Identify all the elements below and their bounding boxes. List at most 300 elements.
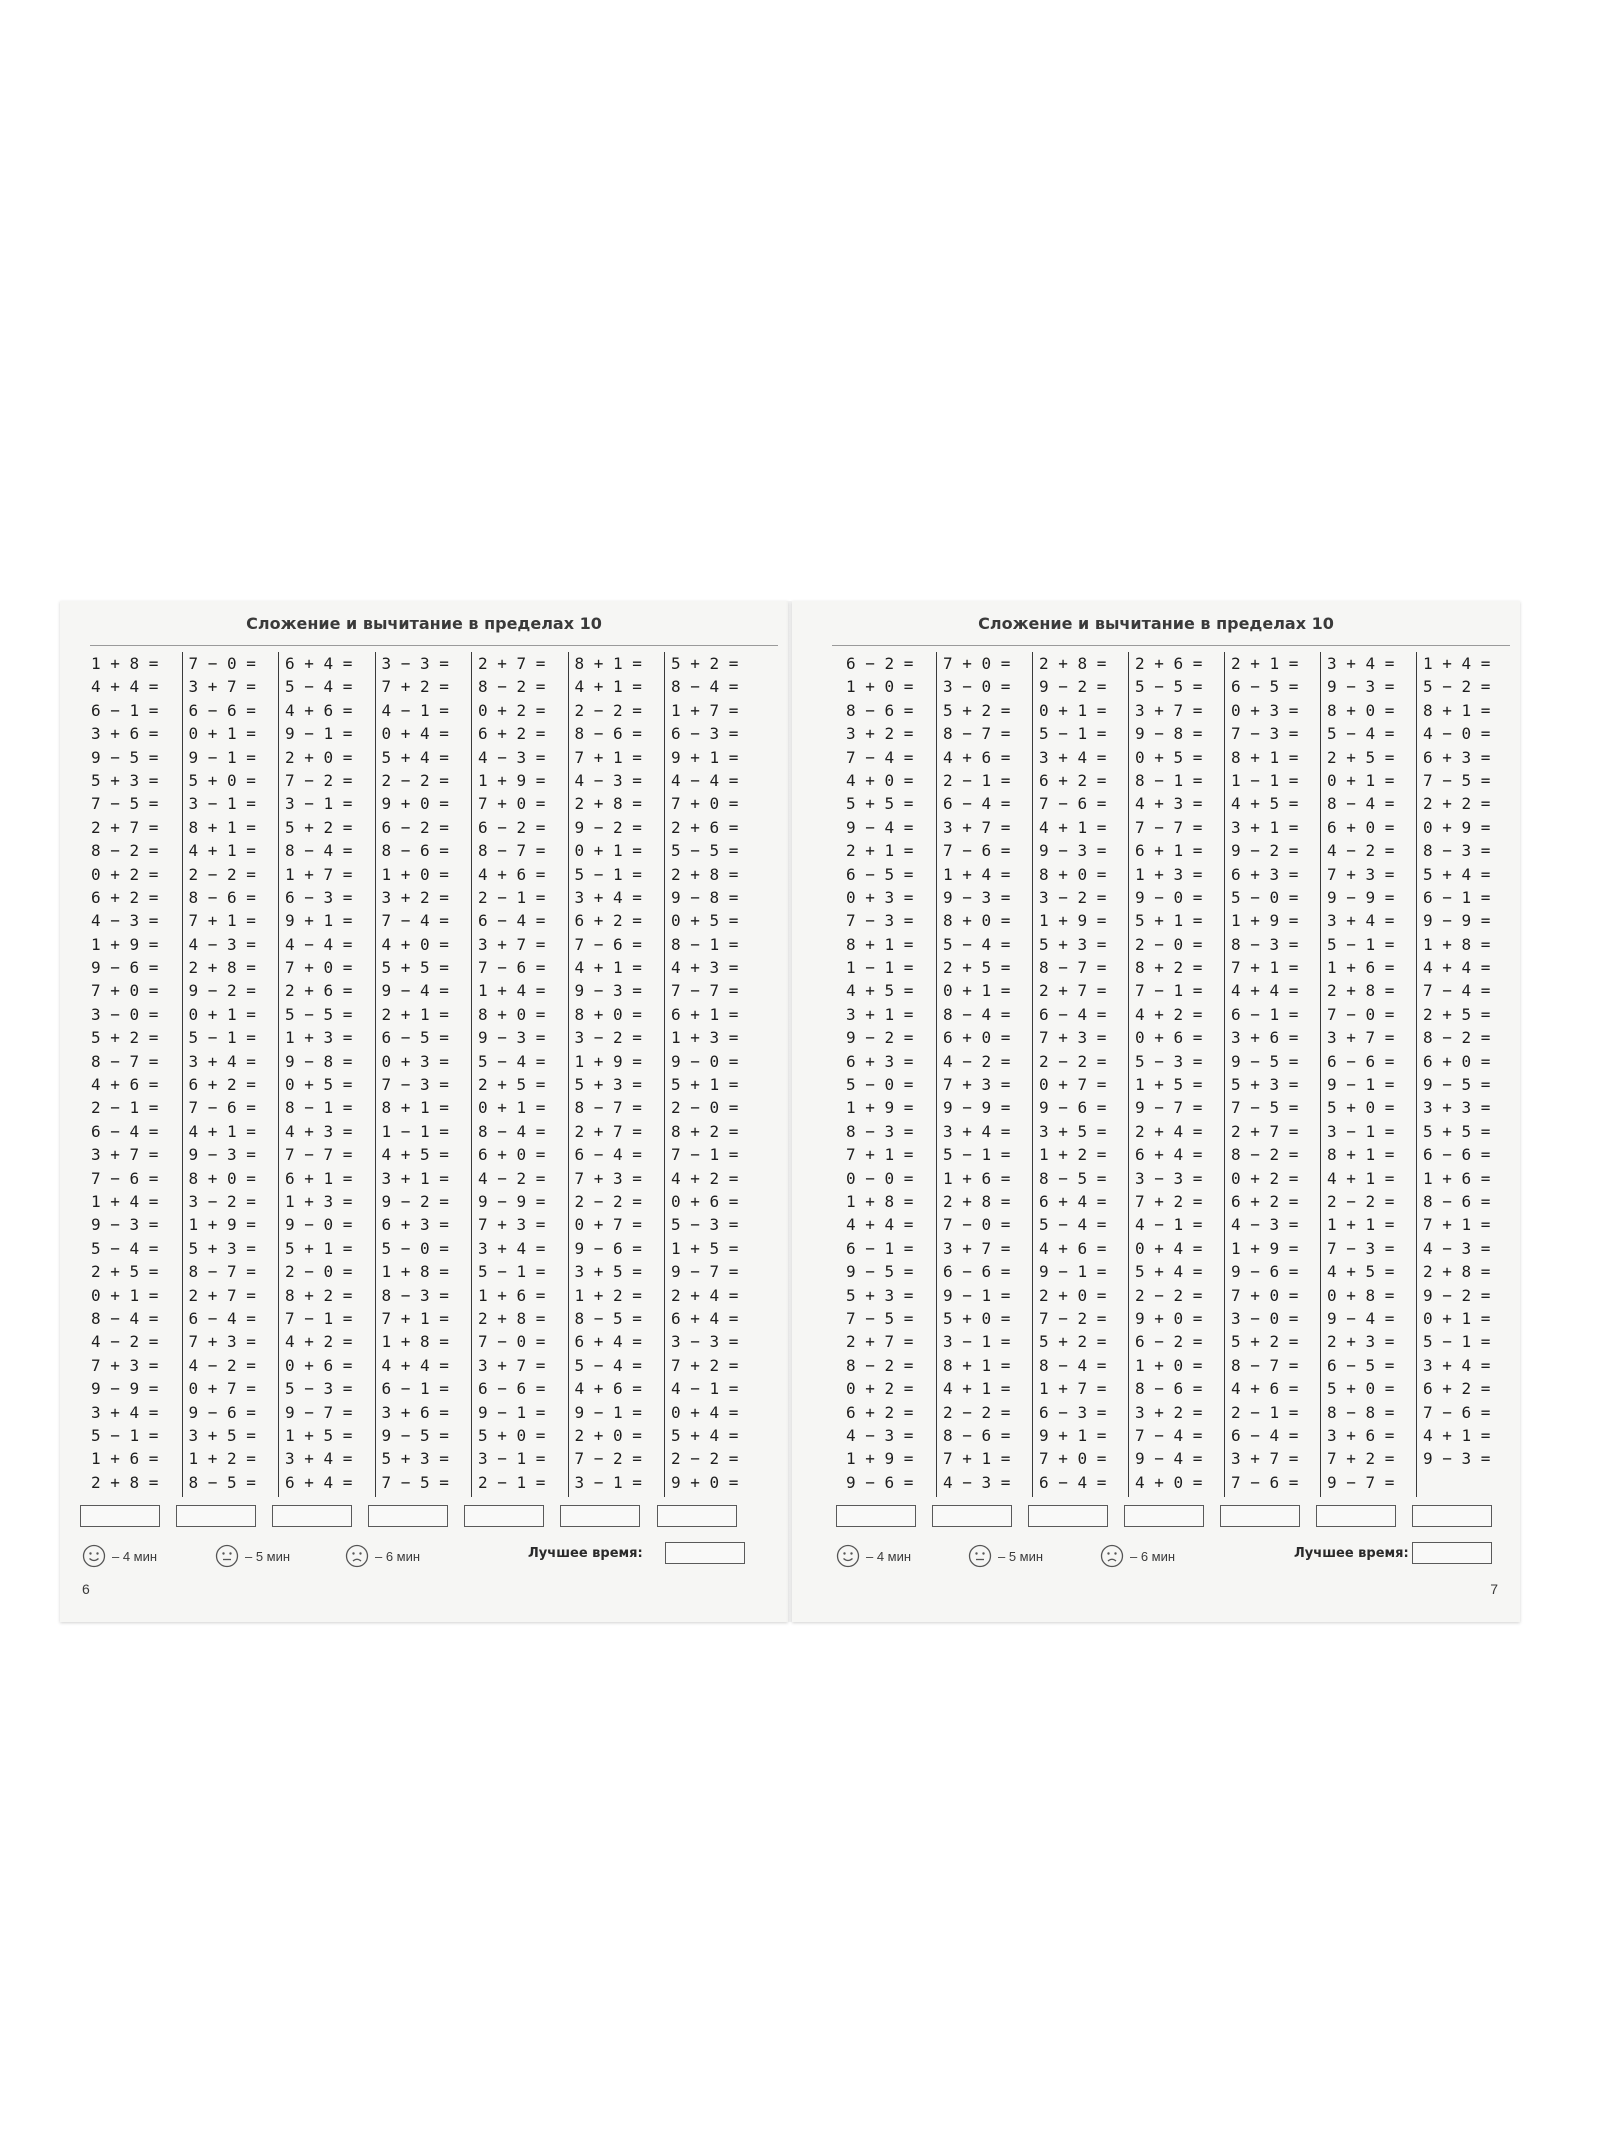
exercise-item: 4 + 0 = bbox=[846, 770, 914, 790]
exercise-item: 8 − 5 = bbox=[1039, 1168, 1107, 1188]
exercise-item: 7 + 3 = bbox=[943, 1075, 1011, 1095]
exercise-item: 5 − 3 = bbox=[671, 1215, 739, 1235]
exercise-item: 1 + 7 = bbox=[1039, 1379, 1107, 1399]
legend-label: – 6 мин bbox=[1130, 1548, 1176, 1564]
exercise-item: 2 + 2 = bbox=[1423, 794, 1491, 814]
exercise-item: 5 + 4 = bbox=[1423, 864, 1491, 884]
exercise-item: 0 + 1 = bbox=[91, 1285, 159, 1305]
exercise-item: 3 − 1 = bbox=[943, 1332, 1011, 1352]
exercise-item: 5 + 4 = bbox=[671, 1425, 739, 1445]
exercise-item: 5 − 1 = bbox=[1039, 724, 1107, 744]
exercise-item: 3 + 5 = bbox=[574, 1262, 642, 1282]
exercise-item: 7 + 2 = bbox=[1327, 1449, 1395, 1469]
legend-label: – 4 мин bbox=[866, 1548, 912, 1564]
exercise-item: 2 + 8 = bbox=[1423, 1262, 1491, 1282]
exercise-item: 3 + 7 = bbox=[478, 934, 546, 954]
exercise-item: 2 − 2 = bbox=[574, 1191, 642, 1211]
exercise-item: 6 − 5 = bbox=[846, 864, 914, 884]
exercise-column bbox=[1416, 652, 1513, 1497]
page-title: Сложение и вычитание в пределах 10 bbox=[246, 614, 602, 633]
legend-item bbox=[836, 1542, 911, 1570]
exercise-item: 2 + 8 = bbox=[188, 958, 256, 978]
exercise-item: 4 + 6 = bbox=[285, 700, 353, 720]
exercise-item: 2 + 5 = bbox=[1423, 1004, 1491, 1024]
exercise-item: 6 − 6 = bbox=[943, 1262, 1011, 1282]
exercise-item: 4 + 5 = bbox=[846, 981, 914, 1001]
exercise-item: 8 − 6 = bbox=[943, 1425, 1011, 1445]
legend-label: – 5 мин bbox=[245, 1548, 291, 1564]
exercise-item: 6 + 0 = bbox=[1327, 817, 1395, 837]
exercise-item: 5 + 2 = bbox=[285, 817, 353, 837]
exercise-item: 2 − 1 = bbox=[478, 1472, 546, 1492]
exercise-item: 1 − 1 = bbox=[1231, 770, 1299, 790]
legend-item bbox=[82, 1542, 157, 1570]
exercise-item: 1 + 6 = bbox=[91, 1449, 159, 1469]
exercise-item: 6 − 1 = bbox=[381, 1379, 449, 1399]
exercise-item: 7 + 1 = bbox=[943, 1449, 1011, 1469]
exercise-item: 2 − 1 = bbox=[478, 887, 546, 907]
exercise-item: 8 + 1 = bbox=[574, 654, 642, 673]
exercise-item: 7 + 1 = bbox=[188, 911, 256, 931]
exercise-item: 5 − 5 = bbox=[285, 1004, 353, 1024]
exercise-item: 5 − 1 = bbox=[91, 1425, 159, 1445]
exercise-item: 9 − 7 = bbox=[1135, 1098, 1203, 1118]
exercise-item: 2 + 5 = bbox=[91, 1262, 159, 1282]
exercise-item: 6 + 3 = bbox=[1423, 747, 1491, 767]
exercise-item: 9 − 6 = bbox=[91, 958, 159, 978]
exercise-item: 6 + 4 = bbox=[574, 1332, 642, 1352]
exercise-item: 7 − 6 = bbox=[574, 934, 642, 954]
exercise-item: 9 − 4 = bbox=[381, 981, 449, 1001]
exercise-item: 7 − 2 = bbox=[574, 1449, 642, 1469]
exercise-item: 9 − 4 = bbox=[1327, 1308, 1395, 1328]
exercise-item: 1 + 9 = bbox=[574, 1051, 642, 1071]
exercise-item: 7 + 1 = bbox=[1231, 958, 1299, 978]
exercise-column bbox=[840, 652, 936, 1497]
exercise-item: 8 − 5 = bbox=[188, 1472, 256, 1492]
exercise-item: 8 − 7 = bbox=[188, 1262, 256, 1282]
exercise-item: 4 + 1 = bbox=[943, 1379, 1011, 1399]
exercise-item: 6 + 4 = bbox=[671, 1308, 739, 1328]
exercise-item: 3 − 3 = bbox=[1135, 1168, 1203, 1188]
time-answer-box[interactable] bbox=[1220, 1505, 1300, 1527]
exercise-item: 9 − 2 = bbox=[846, 1028, 914, 1048]
legend-item bbox=[968, 1542, 1043, 1570]
exercise-item: 2 − 2 = bbox=[1327, 1191, 1395, 1211]
exercise-item: 8 − 1 = bbox=[671, 934, 739, 954]
exercise-item: 4 − 3 = bbox=[188, 934, 256, 954]
exercise-item: 7 − 7 = bbox=[1135, 817, 1203, 837]
exercise-item: 9 − 3 = bbox=[478, 1028, 546, 1048]
exercise-item: 6 + 2 = bbox=[574, 911, 642, 931]
exercise-column bbox=[1128, 652, 1225, 1497]
exercise-item: 5 − 1 = bbox=[1423, 1332, 1491, 1352]
exercise-item: 6 − 4 = bbox=[188, 1308, 256, 1328]
exercise-item: 2 + 7 = bbox=[574, 1121, 642, 1141]
time-answer-box[interactable] bbox=[1412, 1505, 1492, 1527]
exercise-item: 3 + 3 = bbox=[1423, 1098, 1491, 1118]
exercise-item: 9 − 5 = bbox=[846, 1262, 914, 1282]
exercise-item: 2 + 7 = bbox=[1039, 981, 1107, 1001]
exercise-item: 9 − 9 = bbox=[1423, 911, 1491, 931]
exercise-item: 3 − 3 = bbox=[671, 1332, 739, 1352]
exercise-item: 4 − 3 = bbox=[846, 1425, 914, 1445]
exercise-item: 4 − 2 = bbox=[1327, 841, 1395, 861]
exercise-item: 5 − 1 = bbox=[574, 864, 642, 884]
exercise-item: 0 + 2 = bbox=[846, 1379, 914, 1399]
best-time-label: Лучшее время: bbox=[1294, 1546, 1409, 1561]
exercise-item: 1 + 4 = bbox=[943, 864, 1011, 884]
exercise-item: 4 + 1 = bbox=[188, 1121, 256, 1141]
exercise-item: 1 − 1 = bbox=[381, 1121, 449, 1141]
exercise-item: 8 − 4 = bbox=[1039, 1355, 1107, 1375]
exercise-item: 8 − 5 = bbox=[574, 1308, 642, 1328]
exercise-item: 6 − 1 = bbox=[1231, 1004, 1299, 1024]
exercise-item: 9 + 1 = bbox=[285, 911, 353, 931]
exercise-item: 3 + 5 = bbox=[188, 1425, 256, 1445]
exercise-item: 1 + 6 = bbox=[1327, 958, 1395, 978]
exercise-item: 0 + 5 = bbox=[671, 911, 739, 931]
exercise-item: 4 − 3 = bbox=[1231, 1215, 1299, 1235]
exercise-item: 5 − 3 = bbox=[1135, 1051, 1203, 1071]
exercise-item: 8 − 4 = bbox=[943, 1004, 1011, 1024]
exercise-item: 2 + 8 = bbox=[574, 794, 642, 814]
exercise-column bbox=[664, 652, 762, 1497]
exercise-item: 7 + 1 = bbox=[1423, 1215, 1491, 1235]
exercise-item: 4 − 0 = bbox=[1423, 724, 1491, 744]
exercise-item: 9 − 3 = bbox=[1423, 1449, 1491, 1469]
exercise-item: 9 − 4 = bbox=[846, 817, 914, 837]
exercise-item: 0 + 4 = bbox=[1135, 1238, 1203, 1258]
exercise-item: 0 + 5 = bbox=[1135, 747, 1203, 767]
exercise-item: 9 − 6 = bbox=[574, 1238, 642, 1258]
exercise-item: 9 − 1 = bbox=[478, 1402, 546, 1422]
exercise-item: 3 + 6 = bbox=[1327, 1425, 1395, 1445]
exercise-item: 7 − 1 = bbox=[1135, 981, 1203, 1001]
exercise-item: 1 + 2 = bbox=[574, 1285, 642, 1305]
time-answer-box[interactable] bbox=[932, 1505, 1012, 1527]
exercise-item: 9 − 1 = bbox=[943, 1285, 1011, 1305]
exercise-item: 9 − 6 = bbox=[188, 1402, 256, 1422]
exercise-item: 8 + 0 = bbox=[1039, 864, 1107, 884]
exercise-item: 5 − 4 = bbox=[574, 1355, 642, 1375]
exercise-item: 1 + 9 = bbox=[1039, 911, 1107, 931]
neutral-face-icon bbox=[215, 1544, 239, 1568]
time-answer-box[interactable] bbox=[560, 1505, 640, 1527]
exercise-item: 3 + 7 = bbox=[1327, 1028, 1395, 1048]
exercise-item: 8 − 4 = bbox=[1327, 794, 1395, 814]
time-answer-box[interactable] bbox=[176, 1505, 256, 1527]
exercise-item: 7 + 3 = bbox=[91, 1355, 159, 1375]
exercise-item: 8 + 1 = bbox=[1327, 1145, 1395, 1165]
exercise-item: 5 + 3 = bbox=[846, 1285, 914, 1305]
exercise-item: 5 + 5 = bbox=[381, 958, 449, 978]
exercise-item: 7 + 1 = bbox=[381, 1308, 449, 1328]
exercise-item: 4 − 4 = bbox=[671, 770, 739, 790]
exercise-item: 6 − 4 = bbox=[478, 911, 546, 931]
exercise-item: 6 − 5 = bbox=[1327, 1355, 1395, 1375]
exercise-item: 6 − 2 = bbox=[846, 654, 914, 673]
exercise-item: 4 + 1 = bbox=[1039, 817, 1107, 837]
best-time-box[interactable] bbox=[665, 1542, 745, 1564]
exercise-item: 6 − 4 = bbox=[1231, 1425, 1299, 1445]
exercise-item: 4 + 3 = bbox=[1135, 794, 1203, 814]
exercise-item: 9 − 9 = bbox=[943, 1098, 1011, 1118]
exercise-item: 6 + 0 = bbox=[1423, 1051, 1491, 1071]
exercise-item: 2 + 7 = bbox=[478, 654, 546, 673]
exercise-item: 8 − 4 = bbox=[91, 1308, 159, 1328]
exercise-item: 7 + 0 = bbox=[943, 654, 1011, 673]
time-answer-box[interactable] bbox=[1316, 1505, 1396, 1527]
exercise-item: 1 + 3 = bbox=[1135, 864, 1203, 884]
exercise-item: 3 + 7 = bbox=[943, 1238, 1011, 1258]
time-answer-box[interactable] bbox=[836, 1505, 916, 1527]
exercise-item: 2 + 7 = bbox=[1231, 1121, 1299, 1141]
exercise-item: 6 − 2 = bbox=[381, 817, 449, 837]
legend-label: – 5 мин bbox=[998, 1548, 1044, 1564]
exercise-item: 0 + 3 = bbox=[381, 1051, 449, 1071]
exercise-item: 1 + 8 = bbox=[846, 1191, 914, 1211]
best-time-box[interactable] bbox=[1412, 1542, 1492, 1564]
exercise-item: 7 + 0 = bbox=[1039, 1449, 1107, 1469]
exercise-item: 2 + 1 = bbox=[1231, 654, 1299, 673]
exercise-item: 3 − 0 = bbox=[91, 1004, 159, 1024]
legend-item bbox=[1100, 1542, 1175, 1570]
exercise-item: 8 + 1 = bbox=[846, 934, 914, 954]
exercise-item: 5 − 5 = bbox=[1135, 677, 1203, 697]
exercise-item: 3 + 7 = bbox=[1231, 1449, 1299, 1469]
time-answer-box[interactable] bbox=[1124, 1505, 1204, 1527]
exercise-item: 9 − 3 = bbox=[1327, 677, 1395, 697]
exercise-item: 3 + 6 = bbox=[381, 1402, 449, 1422]
page-title: Сложение и вычитание в пределах 10 bbox=[978, 614, 1334, 633]
exercise-item: 0 + 1 = bbox=[943, 981, 1011, 1001]
exercise-item: 5 − 4 = bbox=[91, 1238, 159, 1258]
exercise-item: 4 − 2 = bbox=[91, 1332, 159, 1352]
exercise-item: 7 + 2 = bbox=[1135, 1191, 1203, 1211]
exercise-item: 1 − 1 = bbox=[846, 958, 914, 978]
exercise-item: 4 + 4 = bbox=[91, 677, 159, 697]
exercise-item: 2 + 3 = bbox=[1327, 1332, 1395, 1352]
exercise-item: 1 + 9 = bbox=[478, 770, 546, 790]
exercise-item: 4 + 6 = bbox=[943, 747, 1011, 767]
exercise-item: 5 + 2 = bbox=[943, 700, 1011, 720]
exercise-item: 6 + 1 = bbox=[671, 1004, 739, 1024]
exercise-item: 8 + 0 = bbox=[1327, 700, 1395, 720]
time-answer-box[interactable] bbox=[464, 1505, 544, 1527]
exercise-item: 6 − 1 = bbox=[846, 1238, 914, 1258]
page-number: 7 bbox=[1490, 1581, 1498, 1597]
exercise-item: 6 − 4 = bbox=[1039, 1004, 1107, 1024]
exercise-item: 8 − 6 = bbox=[574, 724, 642, 744]
exercise-item: 1 + 5 = bbox=[1135, 1075, 1203, 1095]
exercise-item: 3 + 7 = bbox=[478, 1355, 546, 1375]
time-answer-box[interactable] bbox=[80, 1505, 160, 1527]
exercise-item: 9 + 0 = bbox=[381, 794, 449, 814]
exercise-item: 8 − 6 = bbox=[381, 841, 449, 861]
exercise-item: 2 + 6 = bbox=[285, 981, 353, 1001]
exercise-item: 9 − 7 = bbox=[285, 1402, 353, 1422]
exercise-item: 9 − 4 = bbox=[1135, 1449, 1203, 1469]
exercise-item: 4 + 2 = bbox=[671, 1168, 739, 1188]
exercise-item: 2 + 0 = bbox=[574, 1425, 642, 1445]
exercise-item: 8 − 1 = bbox=[1135, 770, 1203, 790]
exercise-item: 6 − 4 = bbox=[1039, 1472, 1107, 1492]
exercise-item: 6 − 6 = bbox=[1327, 1051, 1395, 1071]
exercise-item: 7 − 3 = bbox=[846, 911, 914, 931]
exercise-column bbox=[1032, 652, 1129, 1497]
exercise-item: 4 + 1 = bbox=[1423, 1425, 1491, 1445]
exercise-item: 9 − 2 = bbox=[574, 817, 642, 837]
exercise-item: 4 + 3 = bbox=[285, 1121, 353, 1141]
exercise-item: 3 − 2 = bbox=[188, 1191, 256, 1211]
exercise-item: 7 − 5 = bbox=[1231, 1098, 1299, 1118]
exercise-item: 2 + 7 = bbox=[91, 817, 159, 837]
exercise-item: 1 + 3 = bbox=[285, 1191, 353, 1211]
exercise-item: 9 − 6 = bbox=[1231, 1262, 1299, 1282]
exercise-item: 3 + 4 = bbox=[91, 1402, 159, 1422]
exercise-item: 9 − 3 = bbox=[91, 1215, 159, 1235]
exercise-item: 2 − 1 = bbox=[1231, 1402, 1299, 1422]
exercise-item: 1 + 8 = bbox=[381, 1262, 449, 1282]
exercise-item: 2 + 4 = bbox=[671, 1285, 739, 1305]
exercise-item: 8 + 0 = bbox=[943, 911, 1011, 931]
exercise-item: 6 + 3 = bbox=[846, 1051, 914, 1071]
exercise-item: 3 + 4 = bbox=[943, 1121, 1011, 1141]
exercise-item: 7 − 6 = bbox=[91, 1168, 159, 1188]
exercise-item: 4 + 6 = bbox=[574, 1379, 642, 1399]
left-page bbox=[60, 601, 788, 1622]
exercise-item: 5 + 0 = bbox=[478, 1425, 546, 1445]
exercise-item: 2 + 1 = bbox=[381, 1004, 449, 1024]
exercise-item: 3 + 4 = bbox=[1039, 747, 1107, 767]
exercise-item: 7 + 0 = bbox=[671, 794, 739, 814]
exercise-item: 7 − 5 = bbox=[91, 794, 159, 814]
exercise-item: 7 − 3 = bbox=[1327, 1238, 1395, 1258]
exercise-item: 7 + 0 = bbox=[1231, 1285, 1299, 1305]
exercise-item: 6 − 5 = bbox=[1231, 677, 1299, 697]
exercise-item: 3 − 1 = bbox=[478, 1449, 546, 1469]
exercise-item: 2 + 8 = bbox=[943, 1191, 1011, 1211]
exercise-item: 3 + 4 = bbox=[574, 887, 642, 907]
exercise-item: 7 − 7 = bbox=[671, 981, 739, 1001]
exercise-item: 1 + 0 = bbox=[846, 677, 914, 697]
exercise-item: 7 − 6 = bbox=[478, 958, 546, 978]
exercise-item: 1 + 9 = bbox=[91, 934, 159, 954]
right-page bbox=[792, 601, 1520, 1622]
exercise-item: 5 + 3 = bbox=[1231, 1075, 1299, 1095]
exercise-item: 7 − 1 = bbox=[671, 1145, 739, 1165]
exercise-item: 2 − 0 = bbox=[1135, 934, 1203, 954]
exercise-item: 7 − 1 = bbox=[285, 1308, 353, 1328]
exercise-item: 7 + 1 = bbox=[574, 747, 642, 767]
exercise-item: 0 + 2 = bbox=[91, 864, 159, 884]
exercise-item: 9 − 3 = bbox=[574, 981, 642, 1001]
time-answer-box[interactable] bbox=[368, 1505, 448, 1527]
exercise-item: 7 − 0 = bbox=[1327, 1004, 1395, 1024]
exercise-item: 0 − 0 = bbox=[846, 1168, 914, 1188]
exercise-item: 5 − 1 = bbox=[1327, 934, 1395, 954]
exercise-item: 2 − 0 = bbox=[285, 1262, 353, 1282]
exercise-item: 6 − 3 = bbox=[1039, 1402, 1107, 1422]
exercise-item: 4 + 1 = bbox=[574, 958, 642, 978]
page-number: 6 bbox=[82, 1581, 90, 1597]
time-answer-box[interactable] bbox=[272, 1505, 352, 1527]
time-answer-box[interactable] bbox=[1028, 1505, 1108, 1527]
exercise-item: 8 + 2 = bbox=[1135, 958, 1203, 978]
exercise-item: 1 + 5 = bbox=[285, 1425, 353, 1445]
exercise-item: 2 + 7 = bbox=[846, 1332, 914, 1352]
exercise-item: 6 + 4 = bbox=[285, 654, 353, 673]
exercise-item: 3 − 3 = bbox=[381, 654, 449, 673]
exercise-item: 4 + 4 = bbox=[846, 1215, 914, 1235]
exercise-item: 9 + 0 = bbox=[1135, 1308, 1203, 1328]
exercise-item: 0 + 2 = bbox=[478, 700, 546, 720]
exercise-item: 5 − 5 = bbox=[671, 841, 739, 861]
title-divider bbox=[832, 645, 1510, 646]
exercise-item: 8 − 7 = bbox=[1039, 958, 1107, 978]
exercise-item: 3 + 6 = bbox=[1231, 1028, 1299, 1048]
exercise-column bbox=[936, 652, 1033, 1497]
exercise-item: 1 + 8 = bbox=[91, 654, 159, 673]
exercise-item: 1 + 1 = bbox=[1327, 1215, 1395, 1235]
exercise-item: 1 + 4 = bbox=[478, 981, 546, 1001]
exercise-item: 8 + 1 = bbox=[1231, 747, 1299, 767]
exercise-item: 5 + 3 = bbox=[1039, 934, 1107, 954]
exercise-item: 8 − 4 = bbox=[478, 1121, 546, 1141]
exercise-item: 3 − 2 = bbox=[1039, 887, 1107, 907]
exercise-item: 2 − 1 = bbox=[943, 770, 1011, 790]
exercise-item: 2 + 8 = bbox=[1039, 654, 1107, 673]
exercise-item: 5 + 0 = bbox=[1327, 1379, 1395, 1399]
exercise-item: 9 − 6 = bbox=[846, 1472, 914, 1492]
exercise-item: 7 + 0 = bbox=[285, 958, 353, 978]
exercise-item: 8 − 2 = bbox=[1423, 1028, 1491, 1048]
exercise-item: 7 − 4 = bbox=[1135, 1425, 1203, 1445]
exercise-item: 5 + 1 = bbox=[671, 1075, 739, 1095]
exercise-item: 4 + 3 = bbox=[671, 958, 739, 978]
exercise-item: 2 − 2 = bbox=[188, 864, 256, 884]
exercise-item: 0 + 1 = bbox=[574, 841, 642, 861]
exercise-columns bbox=[840, 652, 1502, 1497]
exercise-item: 3 − 1 = bbox=[574, 1472, 642, 1492]
exercise-item: 4 − 3 = bbox=[943, 1472, 1011, 1492]
exercise-item: 0 + 4 = bbox=[671, 1402, 739, 1422]
time-answer-box[interactable] bbox=[657, 1505, 737, 1527]
exercise-item: 2 + 8 = bbox=[671, 864, 739, 884]
exercise-item: 2 − 2 = bbox=[381, 770, 449, 790]
exercise-item: 5 + 0 = bbox=[943, 1308, 1011, 1328]
exercise-item: 2 + 5 = bbox=[943, 958, 1011, 978]
exercise-item: 7 − 6 = bbox=[1231, 1472, 1299, 1492]
exercise-item: 8 − 2 = bbox=[1231, 1145, 1299, 1165]
exercise-item: 9 − 2 = bbox=[188, 981, 256, 1001]
legend-item bbox=[215, 1542, 290, 1570]
exercise-item: 4 + 2 = bbox=[285, 1332, 353, 1352]
exercise-item: 0 + 5 = bbox=[285, 1075, 353, 1095]
exercise-item: 1 + 3 = bbox=[285, 1028, 353, 1048]
exercise-item: 9 − 1 = bbox=[1039, 1262, 1107, 1282]
exercise-item: 3 + 7 = bbox=[91, 1145, 159, 1165]
exercise-item: 1 + 6 = bbox=[943, 1168, 1011, 1188]
exercise-item: 3 − 1 = bbox=[1327, 1121, 1395, 1141]
exercise-item: 6 + 1 = bbox=[285, 1168, 353, 1188]
exercise-item: 9 − 7 = bbox=[671, 1262, 739, 1282]
exercise-item: 8 − 6 = bbox=[1423, 1191, 1491, 1211]
exercise-item: 7 − 4 = bbox=[846, 747, 914, 767]
exercise-item: 9 − 5 = bbox=[1423, 1075, 1491, 1095]
exercise-item: 8 + 1 = bbox=[188, 817, 256, 837]
